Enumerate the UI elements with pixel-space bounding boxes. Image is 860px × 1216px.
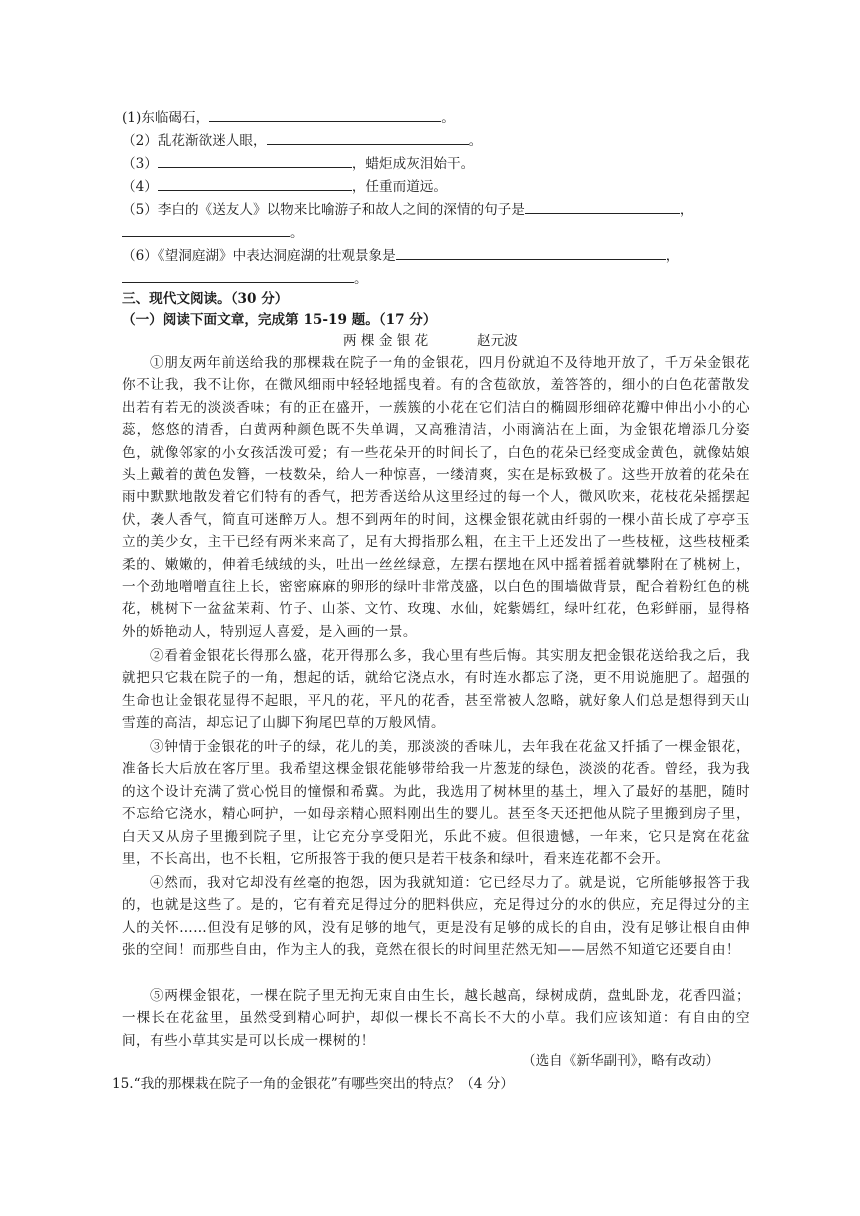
question-15: 15.“我的那棵栽在院子一角的金银花”有哪些突出的特点？（4 分）: [112, 1076, 514, 1092]
fill-question-4: [122, 175, 742, 198]
fill-question-1: [122, 106, 742, 129]
q1-answer-blank[interactable]: [209, 106, 441, 122]
q3-suffix: ，蜡炬成灰泪始干。: [351, 156, 475, 172]
q1-suffix: 。: [441, 110, 455, 126]
article-author: 赵元波: [477, 333, 518, 349]
q6-answer-blank-1[interactable]: [396, 244, 666, 260]
fill-question-6: [122, 244, 742, 267]
article-title: 两 棵 金 银 花: [343, 333, 429, 349]
paragraph-4: ④然而，我对它却没有丝毫的抱怨，因为我就知道：它已经尽力了。就是说，它所能够报答于我的，也就是这些了。是的，它有着充足得过分的肥料供应，充足得过分的水的供应，充足得过分的主人的关怀……但没有足够的风，没有足够的地气，更是没有足够的成长的自由，没有足够让根自由伸张的空间！而那些自由，作为主人的我，竟然在很长的时间里茫然无知——居然不知道它还要自由！: [122, 875, 750, 959]
subsection-heading: （一）阅读下面文章，完成第 15-19 题。（17 分）: [122, 312, 437, 328]
q2-answer-blank[interactable]: [267, 129, 469, 145]
article-source: （选自《新华副刊》，略有改动）: [522, 1053, 720, 1069]
q2-prefix: （2）乱花渐欲迷人眼，: [122, 133, 267, 149]
q4-suffix: ，任重而道远。: [351, 179, 447, 195]
q5-mid: ，: [679, 202, 694, 218]
fill-question-5: [122, 198, 742, 221]
q5-answer-blank-2[interactable]: [122, 221, 290, 237]
q5-prefix: （5）李白的《送友人》以物来比喻游子和故人之间的深情的句子是: [122, 202, 525, 218]
fill-question-5-cont: [122, 221, 742, 244]
fill-question-6-cont: [122, 267, 742, 290]
q6-prefix: （6）《望洞庭湖》中表达洞庭湖的壮观景象是: [122, 248, 396, 264]
paragraph-1: ①朋友两年前送给我的那棵栽在院子一角的金银花，四月份就迫不及待地开放了，千万朵金银花你不让我，我不让你，在微风细雨中轻轻地摇曳着。有的含苞欲放，羞答答的，细小的白色花蕾散发出若有若无的淡淡香味；有的正在盛开，一蔟簇的小花在它们洁白的椭圆形细碎花瓣中伸出小小的心蕊，悠悠的清香，白黄两种颜色既不失单调，又高雅清洁，小雨滴沾在上面，为金银花增添几分姿色，就像邻家的小女孩活泼可爱；有一些花朵开的时间长了，白色的花朵已经变成金黄色，就像姑娘头上戴着的黄色发簪，一枝数朵，给人一种惊喜，一缕清爽，实在是标致极了。这些开放着的花朵在雨中默默地散发着它们特有的香气，把芳香送给从这里经过的每一个人，微风吹来，花枝花朵摇摆起伏，袭人香气，简直可迷醉万人。想不到两年的时间，这棵金银花就由纤弱的一棵小苗长成了亭亭玉立的美少女，主干已经有两米来高了，足有大拇指那么粗，在主干上还发出了一些枝桠，这些枝桠柔柔的、嫩嫩的，伸着毛绒绒的头，吐出一丝丝绿意，左摆右摆地在风中摇着摇着就攀附在了桃树上，一个劲地噌噌直往上长，密密麻麻的卵形的绿叶非常茂盛，以白色的围墙做背景，配合着粉红色的桃花，桃树下一盆盆茉莉、竹子、山茶、文竹、玫瑰、水仙，姹紫嫣红，绿叶红花，色彩鲜丽，显得格外的娇艳动人，特别逗人喜爱，是入画的一景。: [122, 355, 750, 640]
q5-answer-blank-1[interactable]: [525, 198, 680, 214]
q3-prefix: （3）: [122, 156, 158, 172]
q3-answer-blank[interactable]: [158, 152, 352, 168]
paragraph-5: ⑤两棵金银花，一棵在院子里无拘无束自由生长，越长越高，绿树成荫，盘虬卧龙，花香四溢；一棵长在花盆里，虽然受到精心呵护，却似一棵长不高长不大的小草。我们应该知道：有自由的空间，有些小草其实是可以长成一棵树的！: [122, 988, 750, 1049]
q1-prefix: (1)东临碣石，: [122, 110, 210, 126]
q4-prefix: （4）: [122, 179, 158, 195]
q5-suffix: 。: [290, 225, 304, 241]
q6-suffix: 。: [354, 271, 368, 287]
fill-question-2: [122, 129, 742, 152]
q6-answer-blank-2[interactable]: [122, 267, 354, 283]
q4-answer-blank[interactable]: [158, 175, 352, 191]
section-heading: 三、现代文阅读。（30 分）: [122, 291, 289, 307]
fill-question-3: [122, 152, 742, 175]
paragraph-2: ②看着金银花长得那么盛，花开得那么多，我心里有些后悔。其实朋友把金银花送给我之后，我就把只它栽在院子的一角，想起的话，就给它浇点水，有时连水都忘了浇，更不用说施肥了。超强的生命也让金银花显得不起眼，平凡的花，平凡的花香，甚至常被人忽略，就好象人们总是想得到天山雪莲的高洁，却忘记了山脚下狗尾巴草的万般风情。: [122, 648, 750, 732]
q2-suffix: 。: [468, 133, 483, 149]
q6-mid: ，: [665, 248, 680, 264]
paragraph-3: ③钟情于金银花的叶子的绿，花儿的美，那淡淡的香味儿，去年我在花盆又扦插了一棵金银花，准备长大后放在客厅里。我希望这棵金银花能够带给我一片葱茏的绿色，淡淡的花香。曾经，我为我的这个设计充满了赏心悦目的憧憬和希冀。为此，我选用了树林里的基土，埋入了最好的基肥，随时不忘给它浇水，精心呵护，一如母亲精心照料刚出生的婴儿。甚至冬天还把他从院子里搬到房子里，白天又从房子里搬到院子里，让它充分享受阳光，乐此不疲。但很遗憾，一年来，它只是窝在花盆里，不长高出，也不长粗，它所报答于我的便只是若干枝条和绿叶，看来连花都不会开。: [122, 739, 750, 868]
